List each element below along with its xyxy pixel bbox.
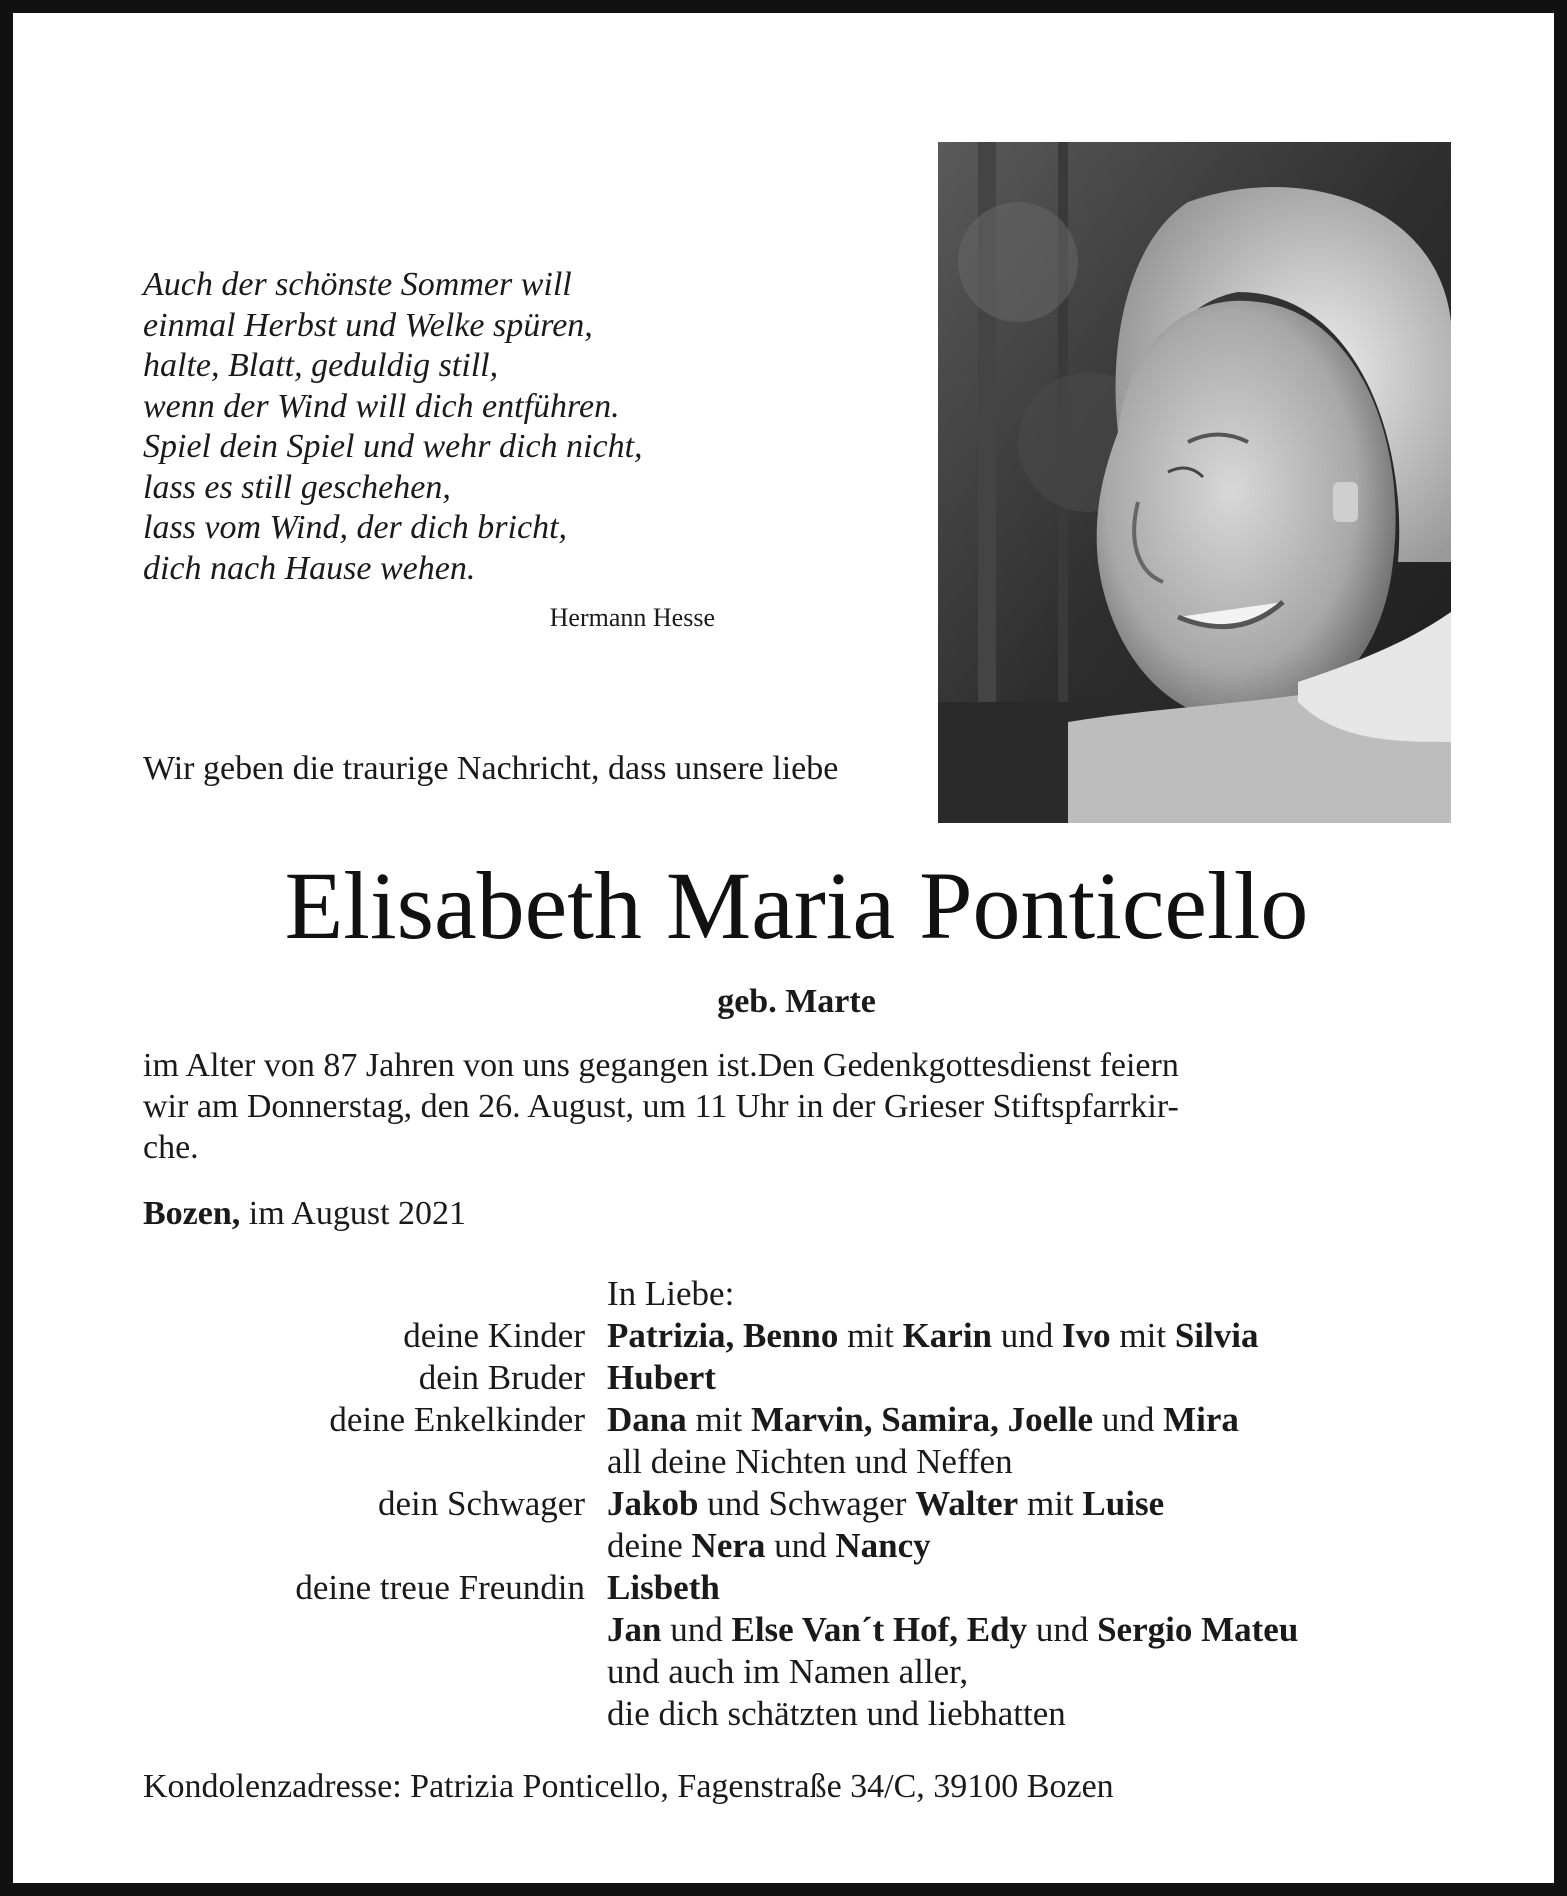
- mourner-names: [607, 1441, 1013, 1483]
- mourner-connector: mit: [686, 1400, 751, 1439]
- mourner-relation: dein Schwager: [377, 1484, 585, 1523]
- mourner-relation: dein Bruder: [418, 1358, 585, 1397]
- intro-text: Wir geben die traurige Nachricht, dass unsere liebe: [143, 750, 839, 787]
- announcement-line: wir am Donnerstag, den 26. August, um 11 Uhr in der Grieser Stiftspfarrkir-: [143, 1088, 1179, 1125]
- mourner-row: [143, 1315, 1463, 1357]
- place-date: [143, 1195, 466, 1233]
- mourners-heading: In Liebe:: [607, 1274, 735, 1313]
- mourner-row: [143, 1441, 1463, 1483]
- mourner-relation: deine Enkelkinder: [329, 1400, 585, 1439]
- mourner-connector: deine: [607, 1526, 692, 1565]
- mourner-names: [607, 1567, 720, 1609]
- mourner-connector: mit: [1018, 1484, 1083, 1523]
- mourner-name: Walter: [915, 1484, 1019, 1523]
- portrait-photo-icon: [938, 142, 1451, 823]
- mourner-connector: mit: [1110, 1316, 1175, 1355]
- mourner-name: Marvin, Samira, Joelle: [750, 1400, 1094, 1439]
- place-date-text: im August 2021: [248, 1195, 467, 1232]
- mourners-list: [143, 1273, 1463, 1735]
- mourner-connector: und: [1093, 1400, 1164, 1439]
- mourner-connector: und: [1027, 1610, 1098, 1649]
- mourner-relation: [143, 1525, 607, 1567]
- poem-line: Spiel dein Spiel und wehr dich nicht,: [143, 428, 643, 465]
- mourner-row: [143, 1483, 1463, 1525]
- mourner-relation: deine treue Freundin: [295, 1568, 585, 1607]
- place-city: Bozen,: [143, 1195, 241, 1232]
- mourner-names: [607, 1609, 1298, 1651]
- mourner-names: [607, 1315, 1258, 1357]
- mourner-row: [143, 1357, 1463, 1399]
- mourner-connector: die dich schätzten und liebhatten: [607, 1694, 1066, 1733]
- mourner-relation: deine Kinder: [403, 1316, 585, 1355]
- mourner-connector: und: [992, 1316, 1063, 1355]
- poem-line: lass vom Wind, der dich bricht,: [143, 509, 568, 546]
- birth-name: geb. Marte: [717, 983, 876, 1020]
- deceased-name: Elisabeth Maria Ponticello: [284, 852, 1309, 959]
- announcement-line: che.: [143, 1129, 199, 1166]
- mourner-row: [143, 1609, 1463, 1651]
- mourner-row: [143, 1693, 1463, 1735]
- mourner-relation: [143, 1609, 607, 1651]
- mourner-relation: [143, 1693, 607, 1735]
- mourner-names: [607, 1357, 716, 1399]
- mourner-names: [607, 1651, 968, 1693]
- mourner-connector: und auch im Namen aller,: [607, 1652, 969, 1691]
- mourner-row: [143, 1399, 1463, 1441]
- mourner-connector: und Schwager: [698, 1484, 916, 1523]
- mourner-name: Dana: [607, 1400, 687, 1439]
- mourner-name: Karin: [902, 1316, 993, 1355]
- mourner-name: Ivo: [1062, 1316, 1111, 1355]
- poem-line: wenn der Wind will dich entführen.: [143, 387, 620, 425]
- mourner-name: Lisbeth: [607, 1568, 720, 1607]
- poem-line: lass es still geschehen,: [143, 468, 451, 506]
- mourner-connector: und: [661, 1610, 732, 1649]
- mourners-heading-row: [143, 1273, 1463, 1315]
- mourner-connector: mit: [838, 1316, 903, 1355]
- mourner-names: [607, 1399, 1239, 1441]
- mourner-name: Else Van´t Hof, Edy: [731, 1610, 1028, 1649]
- mourner-connector: und: [765, 1526, 836, 1565]
- mourner-name: Nancy: [835, 1526, 931, 1565]
- mourner-name: Patrizia, Benno: [607, 1316, 839, 1355]
- announcement-line: im Alter von 87 Jahren von uns gegangen ist.Den Gedenkgottesdienst feiern: [143, 1047, 1179, 1084]
- poem-line: dich nach Hause wehen.: [143, 549, 476, 587]
- mourner-name: Nera: [691, 1526, 766, 1565]
- poem-line: Auch der schönste Sommer will: [143, 266, 572, 303]
- mourner-relation: [143, 1651, 607, 1693]
- mourner-names: [607, 1483, 1164, 1525]
- poem-line: halte, Blatt, geduldig still,: [143, 347, 499, 384]
- mourner-relation: [143, 1441, 607, 1483]
- mourner-name: Hubert: [607, 1358, 716, 1397]
- mourner-row: [143, 1651, 1463, 1693]
- mourner-name: Jakob: [607, 1484, 699, 1523]
- mourner-rows: [143, 1315, 1463, 1735]
- mourner-name: Sergio Mateu: [1097, 1610, 1299, 1649]
- mourner-row: [143, 1567, 1463, 1609]
- condolence-address: Kondolenzadresse: Patrizia Ponticello, Fagenstraße 34/C, 39100 Bozen: [143, 1768, 1114, 1805]
- mourner-relation: [143, 1273, 607, 1315]
- announcement-text: [143, 1045, 1445, 1168]
- mourner-name: Mira: [1163, 1400, 1239, 1439]
- mourner-names: [607, 1525, 931, 1567]
- mourner-name: Silvia: [1174, 1316, 1259, 1355]
- mourner-connector: all deine Nichten und Neffen: [607, 1442, 1013, 1481]
- mourner-row: [143, 1525, 1463, 1567]
- mourner-name: Luise: [1082, 1484, 1165, 1523]
- poem-author: Hermann Hesse: [549, 603, 715, 632]
- mourner-name: Jan: [607, 1610, 662, 1649]
- poem: [143, 265, 743, 589]
- poem-line: einmal Herbst und Welke spüren,: [143, 306, 593, 344]
- mourner-names: [607, 1693, 1066, 1735]
